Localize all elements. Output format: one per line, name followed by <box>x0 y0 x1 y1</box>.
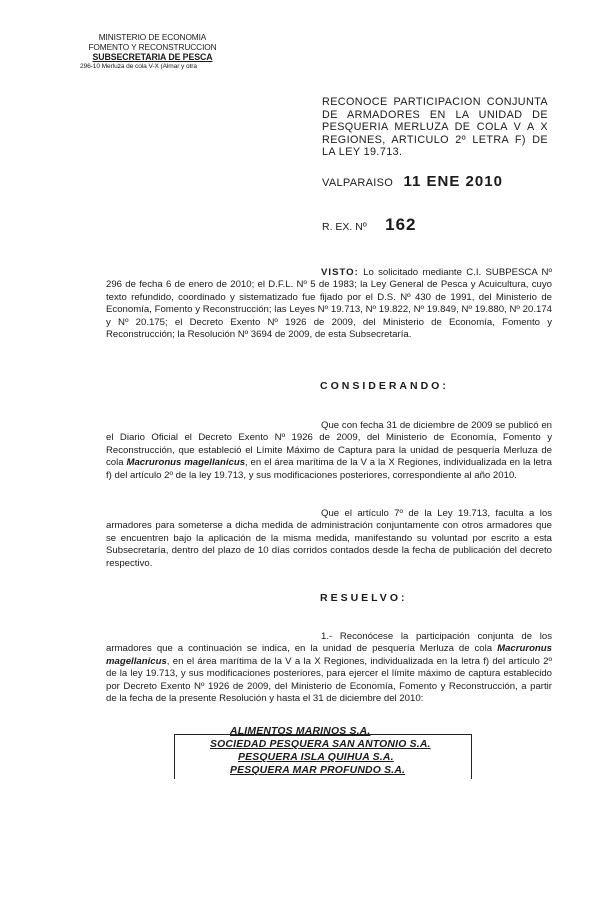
ministry-name: MINISTERIO DE ECONOMIA <box>98 32 207 42</box>
resuelvo-paragraph-1: 1.- Reconócese la participación conjunta de los armadores que a continuación se indica, en la unidad de pesquería Merluza de cola Macruronus magellanicus, en el área marítima de la V a la X Regiones, individualizada en la letra f) del artículo 2º de la ley 19.713, y sus modificaciones posteriores, para ejercer el límite máximo de captura establecido por Decreto Exento Nº 1926 de 2009, del Ministerio de Economía, Fomento y Reconstrucción, a partir de la fecha de la presente Resolución y hasta el 31 de diciembre del 2010: <box>106 631 552 705</box>
letterhead <box>70 32 235 72</box>
visto-label: VISTO: <box>321 267 359 278</box>
date-stamp: 11 ENE 2010 <box>403 173 503 190</box>
visto-paragraph <box>106 267 552 341</box>
company-item: PESQUERA ISLA QUIHUA S.A. <box>238 752 394 763</box>
company-item: PESQUERA MAR PROFUNDO S.A. <box>230 765 406 776</box>
company-item: ALIMENTOS MARINOS S.A. <box>230 726 371 737</box>
resuelvo-heading: RESUELVO: <box>320 592 408 604</box>
company-item: SOCIEDAD PESQUERA SAN ANTONIO S.A. <box>210 739 431 750</box>
ministry-branch: FOMENTO Y RECONSTRUCCION <box>88 42 217 52</box>
subsecretaria-name: SUBSECRETARIA DE PESCA <box>92 52 213 62</box>
resolution-summary: RECONOCE PARTICIPACION CONJUNTA DE ARMADORES EN LA UNIDAD DE PESQUERIA MERLUZA DE COLA V A X REGIONES, ARTICULO 2º LETRA F) DE LA LEY 19.713. <box>322 96 548 158</box>
place: VALPARAISO <box>322 177 394 189</box>
resolution-label: R. EX. Nº <box>322 221 367 233</box>
species-name: Macruronus magellanicus <box>106 643 552 667</box>
resolution-number: 162 <box>385 215 417 234</box>
considerando-heading: CONSIDERANDO: <box>320 380 449 392</box>
place-date <box>322 173 552 191</box>
resolution-number-line <box>322 215 552 235</box>
species-name: Macruronus magellanicus <box>126 457 246 469</box>
visto-text: Lo solicitado mediante C.I. SUBPESCA Nº 296 de fecha 6 de enero de 2010; el D.F.L. Nº 5 de 1983; la Ley General de Pesca y Acuicultura, cuyo texto refundido, coordinado y sistematizado fue fijado por el D.S. Nº 430 de 1991, del Ministerio de Economía, Fomento y Reconstrucción; las Leyes Nº 19.713, Nº 19.822, Nº 19.849, Nº 19.880, Nº 20.174 y Nº 20.175; el Decreto Exento Nº 1926 de 2009, del Ministerio de Economía, Fomento y Reconstrucción; la Resolución Nº 3694 de 2009, de esta Subsecretaría. <box>106 267 552 341</box>
considerando-paragraph-1: Que con fecha 31 de diciembre de 2009 se publicó en el Diario Oficial el Decreto Exento Nº 1926 de 2009, del Ministerio de Economía, Fomento y Reconstrucción, que estableció el Límite Máximo de Captura para la unidad de pesquería Merluza de cola Macruronus magellanicus, en el área marítima de la V a la X Regiones, individualizada en la letra f) del artículo 2º de la ley 19.713, y sus modificaciones posteriores, correspondiente al año 2010. <box>106 420 552 481</box>
considerando-paragraph-2: Que el artículo 7º de la Ley 19.713, faculta a los armadores para someterse a dicha medida de administración conjuntamente con otros armadores que se encuentren bajo la aplicación de la misma medida, manifestando su voluntad por escrito a esta Subsecretaría, dentro del plazo de 10 días corridos contados desde la fecha de publicación del decreto respectivo. <box>106 508 552 569</box>
companies-list <box>180 725 480 777</box>
file-reference: 296-10 Merluza de cola V-X (Almar y otra <box>80 63 197 70</box>
